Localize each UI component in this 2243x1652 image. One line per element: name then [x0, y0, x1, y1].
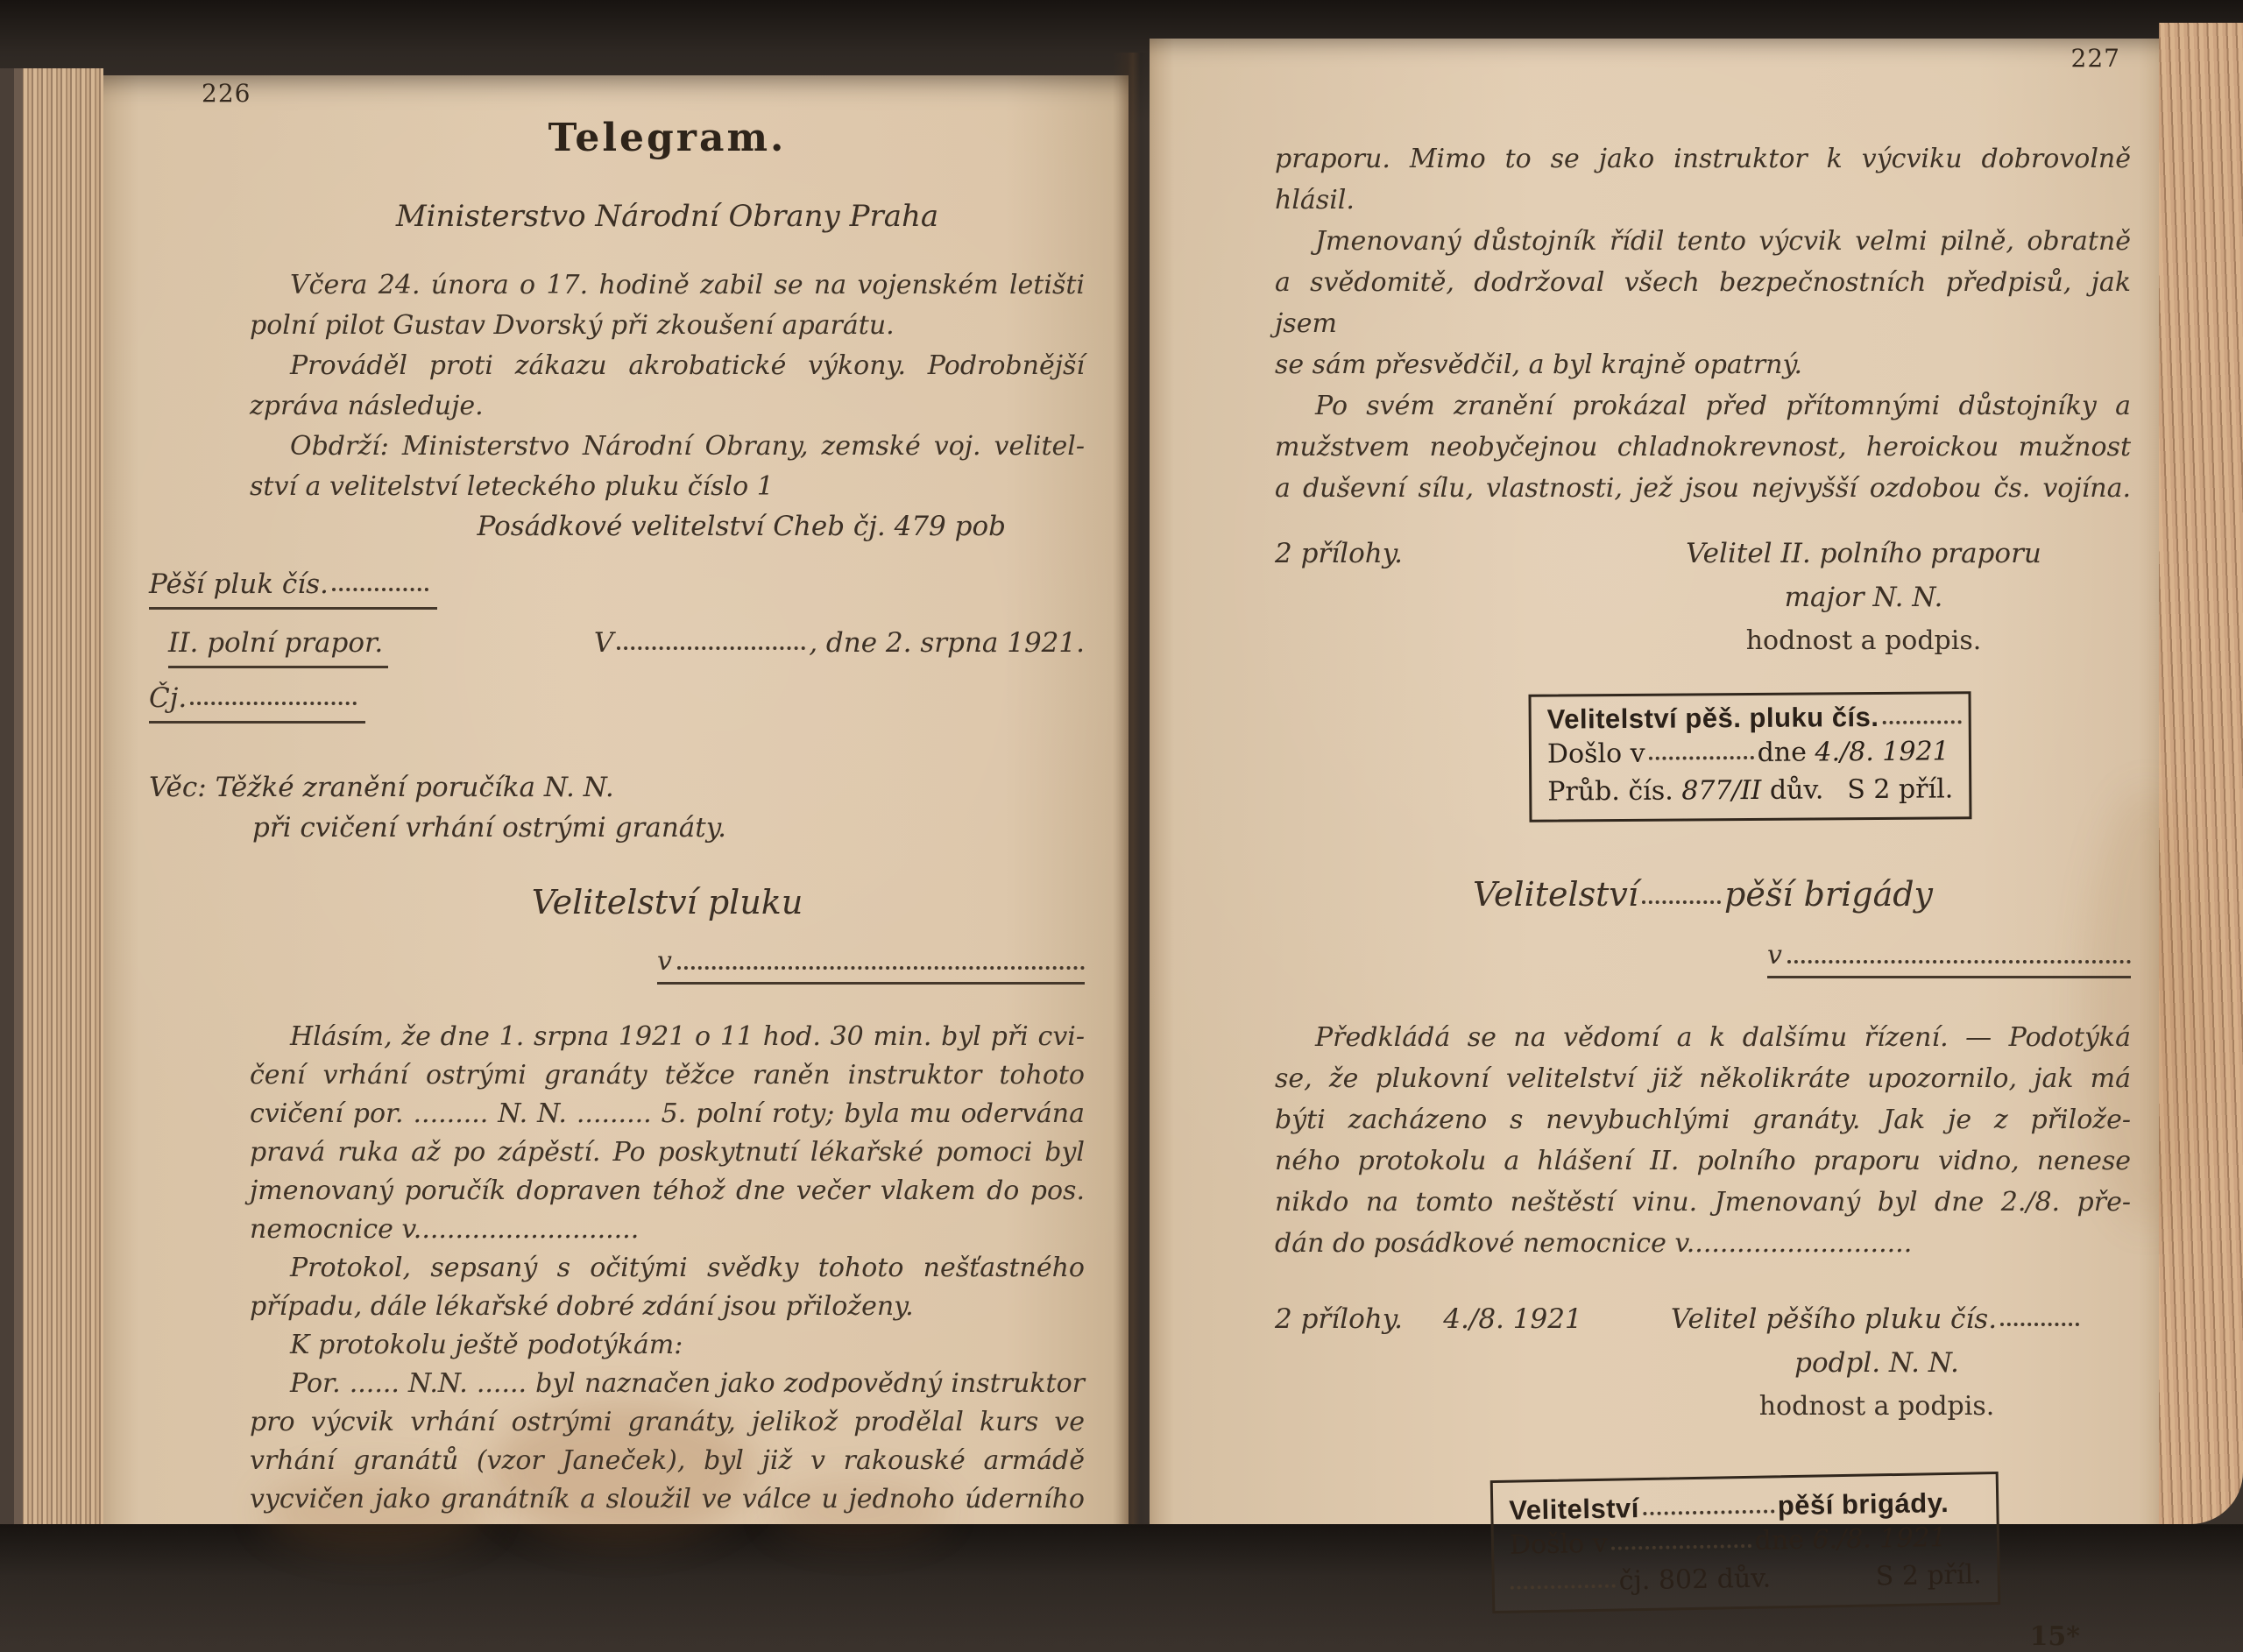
- text-line: hlásil.: [1275, 180, 2131, 221]
- signature-block-1: [1275, 532, 2131, 663]
- attachments-note: 2 přílohy.: [1275, 532, 1403, 575]
- dotted-blank: [190, 699, 357, 705]
- form-row-regiment: [149, 568, 1085, 610]
- report-continuation: [1275, 138, 2131, 509]
- place-prefix: v: [657, 946, 672, 977]
- stamp-ref: [1510, 1561, 1771, 1602]
- stamp-title-text: Velitelství pěš. pluku čís.: [1547, 702, 1879, 735]
- text-line: K protokolu ještě podotýkám:: [250, 1326, 1085, 1365]
- enclosures: S 2 příl.: [1875, 1557, 1982, 1595]
- dotted-blank: [1643, 1507, 1774, 1515]
- brigade-heading: [1275, 875, 2131, 914]
- cj-suffix: dův.: [1716, 1563, 1771, 1594]
- received-stamp-brigade: [1490, 1472, 2001, 1613]
- text-line: vycvičen jako granátník a sloužil ve válce u jednoho úderního: [250, 1480, 1085, 1519]
- address-heading: Velitelství pluku: [250, 883, 1085, 921]
- stamp-ref-row: [1510, 1557, 1982, 1601]
- form-row-ref: [149, 682, 1085, 724]
- text-line: pravá ruka až po zápěstí. Po poskytnutí lékařské pomoci byl: [250, 1133, 1085, 1172]
- text-line: vrhání granátů (vzor Janeček), byl již v rakouské armádě: [250, 1442, 1085, 1480]
- battalion-label: II. polní prapor.: [168, 627, 383, 659]
- enclosures: S 2 příl.: [1847, 771, 1953, 808]
- regiment-label: Pěší pluk čís.: [149, 568, 329, 600]
- text-line: Hlásím, že dne 1. srpna 1921 o 11 hod. 30 min. byl při cvi-: [250, 1018, 1085, 1056]
- received-date: 4./8. 1921: [1815, 736, 1949, 767]
- text-line: a duševní sílu, vlastnosti, jež jsou nejvyšší ozdobou čs. vojína.: [1275, 468, 2131, 509]
- received-label: Došlo v: [1547, 738, 1645, 770]
- signature-name: major N. N.: [1596, 575, 2131, 619]
- signature-lines: [1596, 532, 2131, 663]
- subject-block: [149, 767, 1085, 848]
- place-blank-line: [1767, 940, 2131, 978]
- text-line: nemocnice v...........................: [250, 1211, 1085, 1249]
- forwarding-body: [1275, 1017, 2131, 1264]
- received-date: 6./8. 1921: [1812, 1522, 1947, 1556]
- dotted-blank: [1642, 898, 1721, 904]
- text-line: ství a velitelství leteckého pluku číslo 1: [250, 467, 1085, 507]
- text-line: se, že plukovní velitelství již několikráte upozornilo, jak má: [1275, 1058, 2131, 1099]
- stamp-ref-row: [1547, 771, 1953, 810]
- text-line: Por. ...... N.N. ...... byl naznačen jako zodpovědný instruktor: [250, 1365, 1085, 1403]
- text-line: praporu. Mimo to se jako instruktor k výcviku dobrovolně: [1275, 138, 2131, 180]
- subject-line1: [149, 767, 1085, 808]
- dne-label: dne: [1754, 1525, 1804, 1557]
- left-page-edges: [0, 68, 103, 1524]
- text-line: mužstvem neobyčejnou chladnokrevnost, heroickou mužnost: [1275, 427, 2131, 468]
- text-line: cvičení por. ......... N. N. ......... 5. polní roty; byla mu odervána: [250, 1095, 1085, 1133]
- report-body: [250, 1018, 1085, 1519]
- dne-label: dne: [1758, 738, 1808, 768]
- cj-label: čj.: [1618, 1565, 1650, 1597]
- signature-title: Velitel II. polního praporu: [1596, 532, 2131, 575]
- telegram-recipient: Ministerstvo Národní Obrany Praha: [250, 199, 1085, 234]
- signature-caption: hodnost a podpis.: [1596, 619, 2131, 663]
- subject-line2: při cvičení vrhání ostrými granáty.: [149, 808, 1085, 848]
- stamp-title: [1547, 701, 1953, 735]
- page-number: 227: [2071, 44, 2120, 73]
- page-number: 226: [202, 79, 251, 108]
- form-row-battalion: [149, 627, 1085, 668]
- text-line: Včera 24. února o 17. hodině zabil se na vojenském letišti: [250, 265, 1085, 306]
- stamp-title-suffix: pěší brigády.: [1777, 1487, 1949, 1521]
- right-page-edges: [2159, 23, 2243, 1524]
- text-line: Obdrží: Ministerstvo Národní Obrany, zemské voj. velitel-: [250, 427, 1085, 467]
- place-prefix: v: [1767, 940, 1782, 971]
- dotted-blank: [1787, 957, 2131, 964]
- subject-label: Věc:: [149, 772, 207, 803]
- dotted-blank: [617, 644, 805, 650]
- ref-label: Čj.: [149, 682, 187, 714]
- brigade-prefix: Velitelství: [1473, 875, 1638, 914]
- text-line: a svědomitě, dodržoval všech bezpečnostních předpisů, jak jsem: [1275, 262, 2131, 344]
- date-text: , dne 2. srpna 1921.: [809, 627, 1085, 659]
- text-line: čení vrhání ostrými granáty těžce raněn instruktor tohoto: [250, 1056, 1085, 1095]
- text-line: pro výcvik vrhání ostrými granáty, jelikož prodělal kurs ve: [250, 1403, 1085, 1442]
- dotted-blank: [2000, 1320, 2079, 1326]
- signature-lines: [1623, 1297, 2131, 1429]
- battalion-field: [168, 627, 388, 668]
- stamp-title-prefix: Velitelství: [1509, 1493, 1639, 1526]
- dotted-blank: [677, 964, 1085, 970]
- text-line: dán do posádkové nemocnice v...........................: [1275, 1223, 2131, 1264]
- dotted-blank: [1649, 753, 1754, 760]
- signature-date: 4./8. 1921: [1443, 1297, 1581, 1341]
- stamp-ref: [1547, 772, 1823, 810]
- signature-mark: 15*: [1275, 1621, 2131, 1652]
- stamp-received-row: [1547, 732, 1953, 773]
- signature-name: podpl. N. N.: [1623, 1341, 2131, 1385]
- left-page-content: [103, 75, 1129, 1519]
- place-and-date: [594, 627, 1085, 659]
- received-label: Došlo v: [1510, 1528, 1608, 1561]
- text-line: případu, dále lékařské dobré zdání jsou přiloženy.: [250, 1288, 1085, 1326]
- text-line: býti zacházeno s nevybuchlými granáty. Jak je z přilože-: [1275, 1099, 2131, 1140]
- signature-block-2: [1275, 1297, 2131, 1429]
- ref-number-field: [149, 682, 365, 724]
- regiment-field: [149, 568, 437, 610]
- ref-suffix: dův.: [1770, 774, 1824, 805]
- dotted-blank: [332, 585, 428, 591]
- attachments-note: 2 přílohy.: [1275, 1297, 1403, 1341]
- text-line: Prováděl proti zákazu akrobatické výkony. Podrobnější: [250, 346, 1085, 386]
- text-line: jmenovaný poručík dopraven téhož dne večer vlakem do pos.: [250, 1172, 1085, 1211]
- ref-label: Průb. čís.: [1547, 776, 1673, 808]
- cj-value: 802: [1659, 1564, 1709, 1596]
- text-line: nikdo na tomto neštěstí vinu. Jmenovaný byl dne 2./8. pře-: [1275, 1182, 2131, 1223]
- dotted-blank: [1611, 1542, 1751, 1550]
- text-line: Protokol, sepsaný s očitými svědky tohoto nešťastného: [250, 1249, 1085, 1288]
- place-blank-line: [657, 946, 1085, 985]
- right-page-content: [1150, 39, 2159, 1652]
- signature-title: Velitel pěšího pluku čís.: [1623, 1297, 2131, 1341]
- telegram-body: [250, 265, 1085, 507]
- text-line: se sám přesvědčil, a byl krajně opatrný.: [1275, 344, 2131, 385]
- text-line: Předkládá se na vědomí a k dalšímu řízení. — Podotýká: [1275, 1017, 2131, 1058]
- subject-text: Těžké zranění poručíka N. N.: [216, 772, 614, 803]
- page-title: Telegram.: [250, 116, 1085, 160]
- text-line: Jmenovaný důstojník řídil tento výcvik velmi pilně, obratně: [1275, 221, 2131, 262]
- place-label: V: [594, 627, 613, 659]
- ref-value: 877/II: [1681, 775, 1761, 807]
- brigade-suffix: pěší brigády: [1724, 875, 1933, 914]
- dotted-blank: [1511, 1582, 1616, 1590]
- telegram-signoff: Posádkové velitelství Cheb čj. 479 pob: [250, 511, 1006, 542]
- text-line: ného protokolu a hlášení II. polního praporu vidno, nenese: [1275, 1140, 2131, 1182]
- text-line: zpráva následuje.: [250, 386, 1085, 427]
- dotted-blank: [1882, 717, 1961, 724]
- text-line: Po svém zranění prokázal před přítomnými důstojníky a: [1275, 385, 2131, 427]
- text-line: polní pilot Gustav Dvorský při zkoušení aparátu.: [250, 306, 1085, 346]
- signature-caption: hodnost a podpis.: [1623, 1385, 2131, 1429]
- received-stamp-regiment: [1528, 691, 1971, 822]
